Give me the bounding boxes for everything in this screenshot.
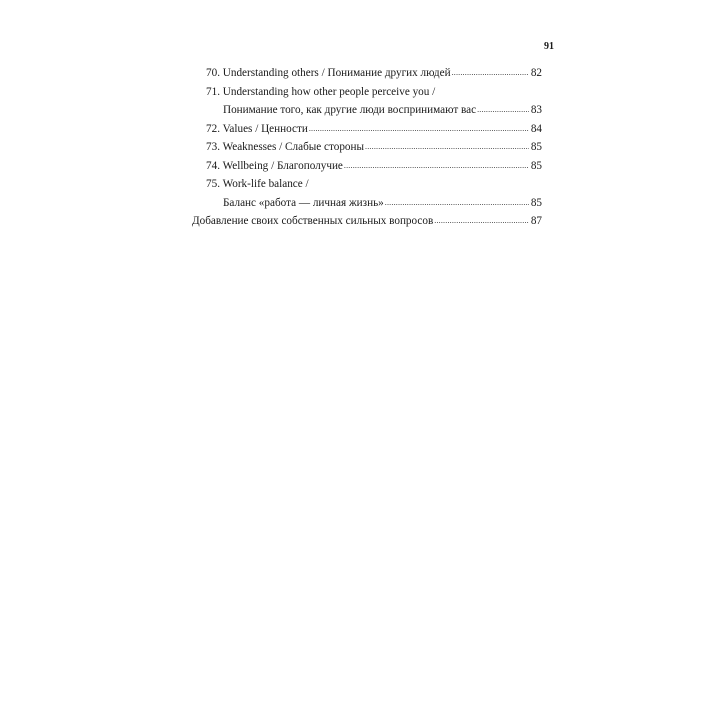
toc-leader-dots — [477, 103, 529, 115]
toc-entry — [190, 215, 542, 234]
toc-entry-title: 72. Values / Ценности — [206, 122, 308, 135]
toc-entry-page: 85 — [530, 159, 542, 172]
toc-entry-page: 84 — [530, 122, 542, 135]
toc-leader-dots — [344, 159, 529, 171]
toc-entry-title: Понимание того, как другие люди воспринимают вас — [223, 104, 477, 116]
table-of-contents — [190, 67, 542, 234]
toc-entry-title: 75. Work-life balance / — [206, 178, 309, 190]
toc-entry-continuation — [190, 104, 542, 123]
toc-leader-dots — [365, 140, 529, 152]
page-number: 91 — [544, 41, 554, 52]
toc-entry-title: 71. Understanding how other people perceive you / — [206, 85, 436, 98]
toc-leader-dots — [385, 196, 529, 208]
toc-entry — [190, 160, 542, 179]
toc-entry-title: 70. Understanding others / Понимание других людей — [206, 67, 451, 79]
toc-entry-title: Баланс «работа — личная жизнь» — [223, 196, 384, 209]
toc-entry-page: 83 — [530, 104, 542, 116]
toc-entry-page: 85 — [530, 141, 542, 153]
toc-entry-page: 82 — [530, 67, 542, 79]
toc-entry-page: 87 — [530, 215, 542, 227]
toc-entry — [190, 141, 542, 160]
toc-leader-dots — [452, 66, 529, 78]
toc-entry-title: Добавление своих собственных сильных вопросов — [192, 215, 434, 227]
toc-entry — [190, 178, 542, 197]
toc-entry — [190, 86, 542, 105]
toc-entry — [190, 123, 542, 142]
toc-entry — [190, 67, 542, 86]
toc-leader-dots — [309, 122, 529, 134]
toc-leader-dots — [434, 214, 529, 226]
toc-entry-page: 85 — [530, 196, 542, 209]
toc-entry-title: 74. Wellbeing / Благополучие — [206, 159, 343, 172]
toc-entry-title: 73. Weaknesses / Слабые стороны — [206, 141, 365, 153]
toc-entry-continuation — [190, 197, 542, 216]
